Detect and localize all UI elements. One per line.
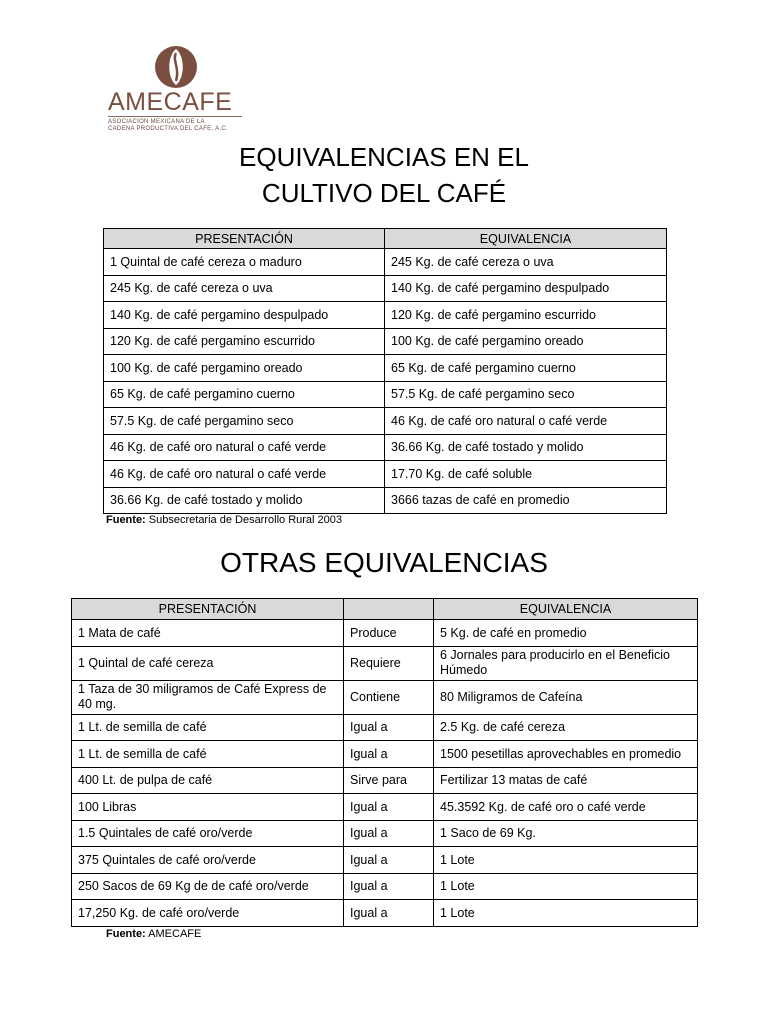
table-cell: 57.5 Kg. de café pergamino seco xyxy=(385,381,667,408)
logo-subtitle: ASOCIACION MEXICANA DE LA CADENA PRODUCTIVA DEL CAFE, A.C. xyxy=(108,119,228,132)
table-row xyxy=(104,355,667,382)
table-cell: 17,250 Kg. de café oro/verde xyxy=(72,900,344,927)
table-cell: Igual a xyxy=(344,820,434,847)
section-title-otras: OTRAS EQUIVALENCIAS xyxy=(220,547,548,578)
table-cell: 1 Lote xyxy=(434,873,698,900)
table-row xyxy=(104,487,667,514)
table-cell: 120 Kg. de café pergamino escurrido xyxy=(385,302,667,329)
table-cell: 57.5 Kg. de café pergamino seco xyxy=(104,408,385,435)
table-row xyxy=(72,767,698,794)
table-cell: 120 Kg. de café pergamino escurrido xyxy=(104,328,385,355)
coffee-bean-logo-icon xyxy=(152,44,200,90)
table-cell: 100 Libras xyxy=(72,794,344,821)
table-cell: 36.66 Kg. de café tostado y molido xyxy=(385,434,667,461)
table-cell: Igual a xyxy=(344,873,434,900)
table-cell: 100 Kg. de café pergamino oreado xyxy=(104,355,385,382)
header-equivalencia: EQUIVALENCIA xyxy=(434,599,698,620)
header-equivalencia: EQUIVALENCIA xyxy=(385,229,667,249)
logo-wordmark: AMECAFE xyxy=(108,88,233,116)
table-cell: 45.3592 Kg. de café oro o café verde xyxy=(434,794,698,821)
table-row xyxy=(104,275,667,302)
table-cell: Igual a xyxy=(344,794,434,821)
table-cell: Fertilizar 13 matas de café xyxy=(434,767,698,794)
table-cell: 140 Kg. de café pergamino despulpado xyxy=(385,275,667,302)
table-cell: Igual a xyxy=(344,900,434,927)
table-cell: Produce xyxy=(344,620,434,647)
table-cell: 17.70 Kg. de café soluble xyxy=(385,461,667,488)
table-cell: 80 Miligramos de Cafeína xyxy=(434,680,698,714)
page-title-line1: EQUIVALENCIAS EN EL xyxy=(239,142,529,172)
table-row xyxy=(104,249,667,276)
table-row xyxy=(104,302,667,329)
table-cell: 245 Kg. de café cereza o uva xyxy=(104,275,385,302)
header-relation xyxy=(344,599,434,620)
source-note-2: Fuente: AMECAFE xyxy=(106,928,202,940)
equivalencias-body xyxy=(104,249,667,514)
table-cell: 46 Kg. de café oro natural o café verde xyxy=(104,461,385,488)
table-cell: 100 Kg. de café pergamino oreado xyxy=(385,328,667,355)
table-cell: 46 Kg. de café oro natural o café verde xyxy=(104,434,385,461)
table-cell: 5 Kg. de café en promedio xyxy=(434,620,698,647)
equivalencias-table xyxy=(103,228,667,514)
table-header-row xyxy=(104,229,667,249)
table-cell: 36.66 Kg. de café tostado y molido xyxy=(104,487,385,514)
table-row xyxy=(104,328,667,355)
table-row xyxy=(72,873,698,900)
table-row xyxy=(104,434,667,461)
table-cell: Contiene xyxy=(344,680,434,714)
table-row xyxy=(104,461,667,488)
table-cell: Igual a xyxy=(344,847,434,874)
table-cell: 65 Kg. de café pergamino cuerno xyxy=(385,355,667,382)
table-row xyxy=(72,820,698,847)
table-cell: 1500 pesetillas aprovechables en promedio xyxy=(434,741,698,768)
table-cell: 400 Lt. de pulpa de café xyxy=(72,767,344,794)
table-cell: 1 Lt. de semilla de café xyxy=(72,714,344,741)
table-cell: 245 Kg. de café cereza o uva xyxy=(385,249,667,276)
table-cell: 1 Taza de 30 miligramos de Café Express de 40 mg. xyxy=(72,680,344,714)
table-row xyxy=(72,646,698,680)
otras-equivalencias-table xyxy=(71,598,698,927)
source-note-1: Fuente: Subsecretaria de Desarrollo Rural 2003 xyxy=(106,514,343,526)
header-presentacion: PRESENTACIÓN xyxy=(104,229,385,249)
table-row xyxy=(72,847,698,874)
table-cell: 1 Lote xyxy=(434,900,698,927)
table-row xyxy=(72,741,698,768)
table-cell: 65 Kg. de café pergamino cuerno xyxy=(104,381,385,408)
table-cell: 140 Kg. de café pergamino despulpado xyxy=(104,302,385,329)
table-row xyxy=(72,680,698,714)
table-cell: 6 Jornales para producirlo en el Beneficio Húmedo xyxy=(434,646,698,680)
table-row xyxy=(72,714,698,741)
table-cell: 1 Mata de café xyxy=(72,620,344,647)
table-header-row xyxy=(72,599,698,620)
header-presentacion: PRESENTACIÓN xyxy=(72,599,344,620)
table-cell: 375 Quintales de café oro/verde xyxy=(72,847,344,874)
table-cell: 1 Quintal de café cereza o maduro xyxy=(104,249,385,276)
table-cell: Sirve para xyxy=(344,767,434,794)
table-row xyxy=(104,381,667,408)
table-row xyxy=(72,794,698,821)
table-cell: 46 Kg. de café oro natural o café verde xyxy=(385,408,667,435)
table-cell: 1 Lote xyxy=(434,847,698,874)
table-cell: Igual a xyxy=(344,714,434,741)
table-row xyxy=(72,620,698,647)
table-cell: 1 Saco de 69 Kg. xyxy=(434,820,698,847)
table-row xyxy=(104,408,667,435)
page-title-line2: CULTIVO DEL CAFÉ xyxy=(261,178,507,208)
table-cell: 2.5 Kg. de café cereza xyxy=(434,714,698,741)
table-cell: 1.5 Quintales de café oro/verde xyxy=(72,820,344,847)
logo-divider xyxy=(108,116,242,117)
table-cell: 1 Lt. de semilla de café xyxy=(72,741,344,768)
table-cell: 1 Quintal de café cereza xyxy=(72,646,344,680)
table-cell: 3666 tazas de café en promedio xyxy=(385,487,667,514)
table-cell: Igual a xyxy=(344,741,434,768)
otras-equivalencias-body xyxy=(72,620,698,927)
amecafe-logo xyxy=(106,44,256,136)
table-row xyxy=(72,900,698,927)
table-cell: Requiere xyxy=(344,646,434,680)
table-cell: 250 Sacos de 69 Kg de de café oro/verde xyxy=(72,873,344,900)
